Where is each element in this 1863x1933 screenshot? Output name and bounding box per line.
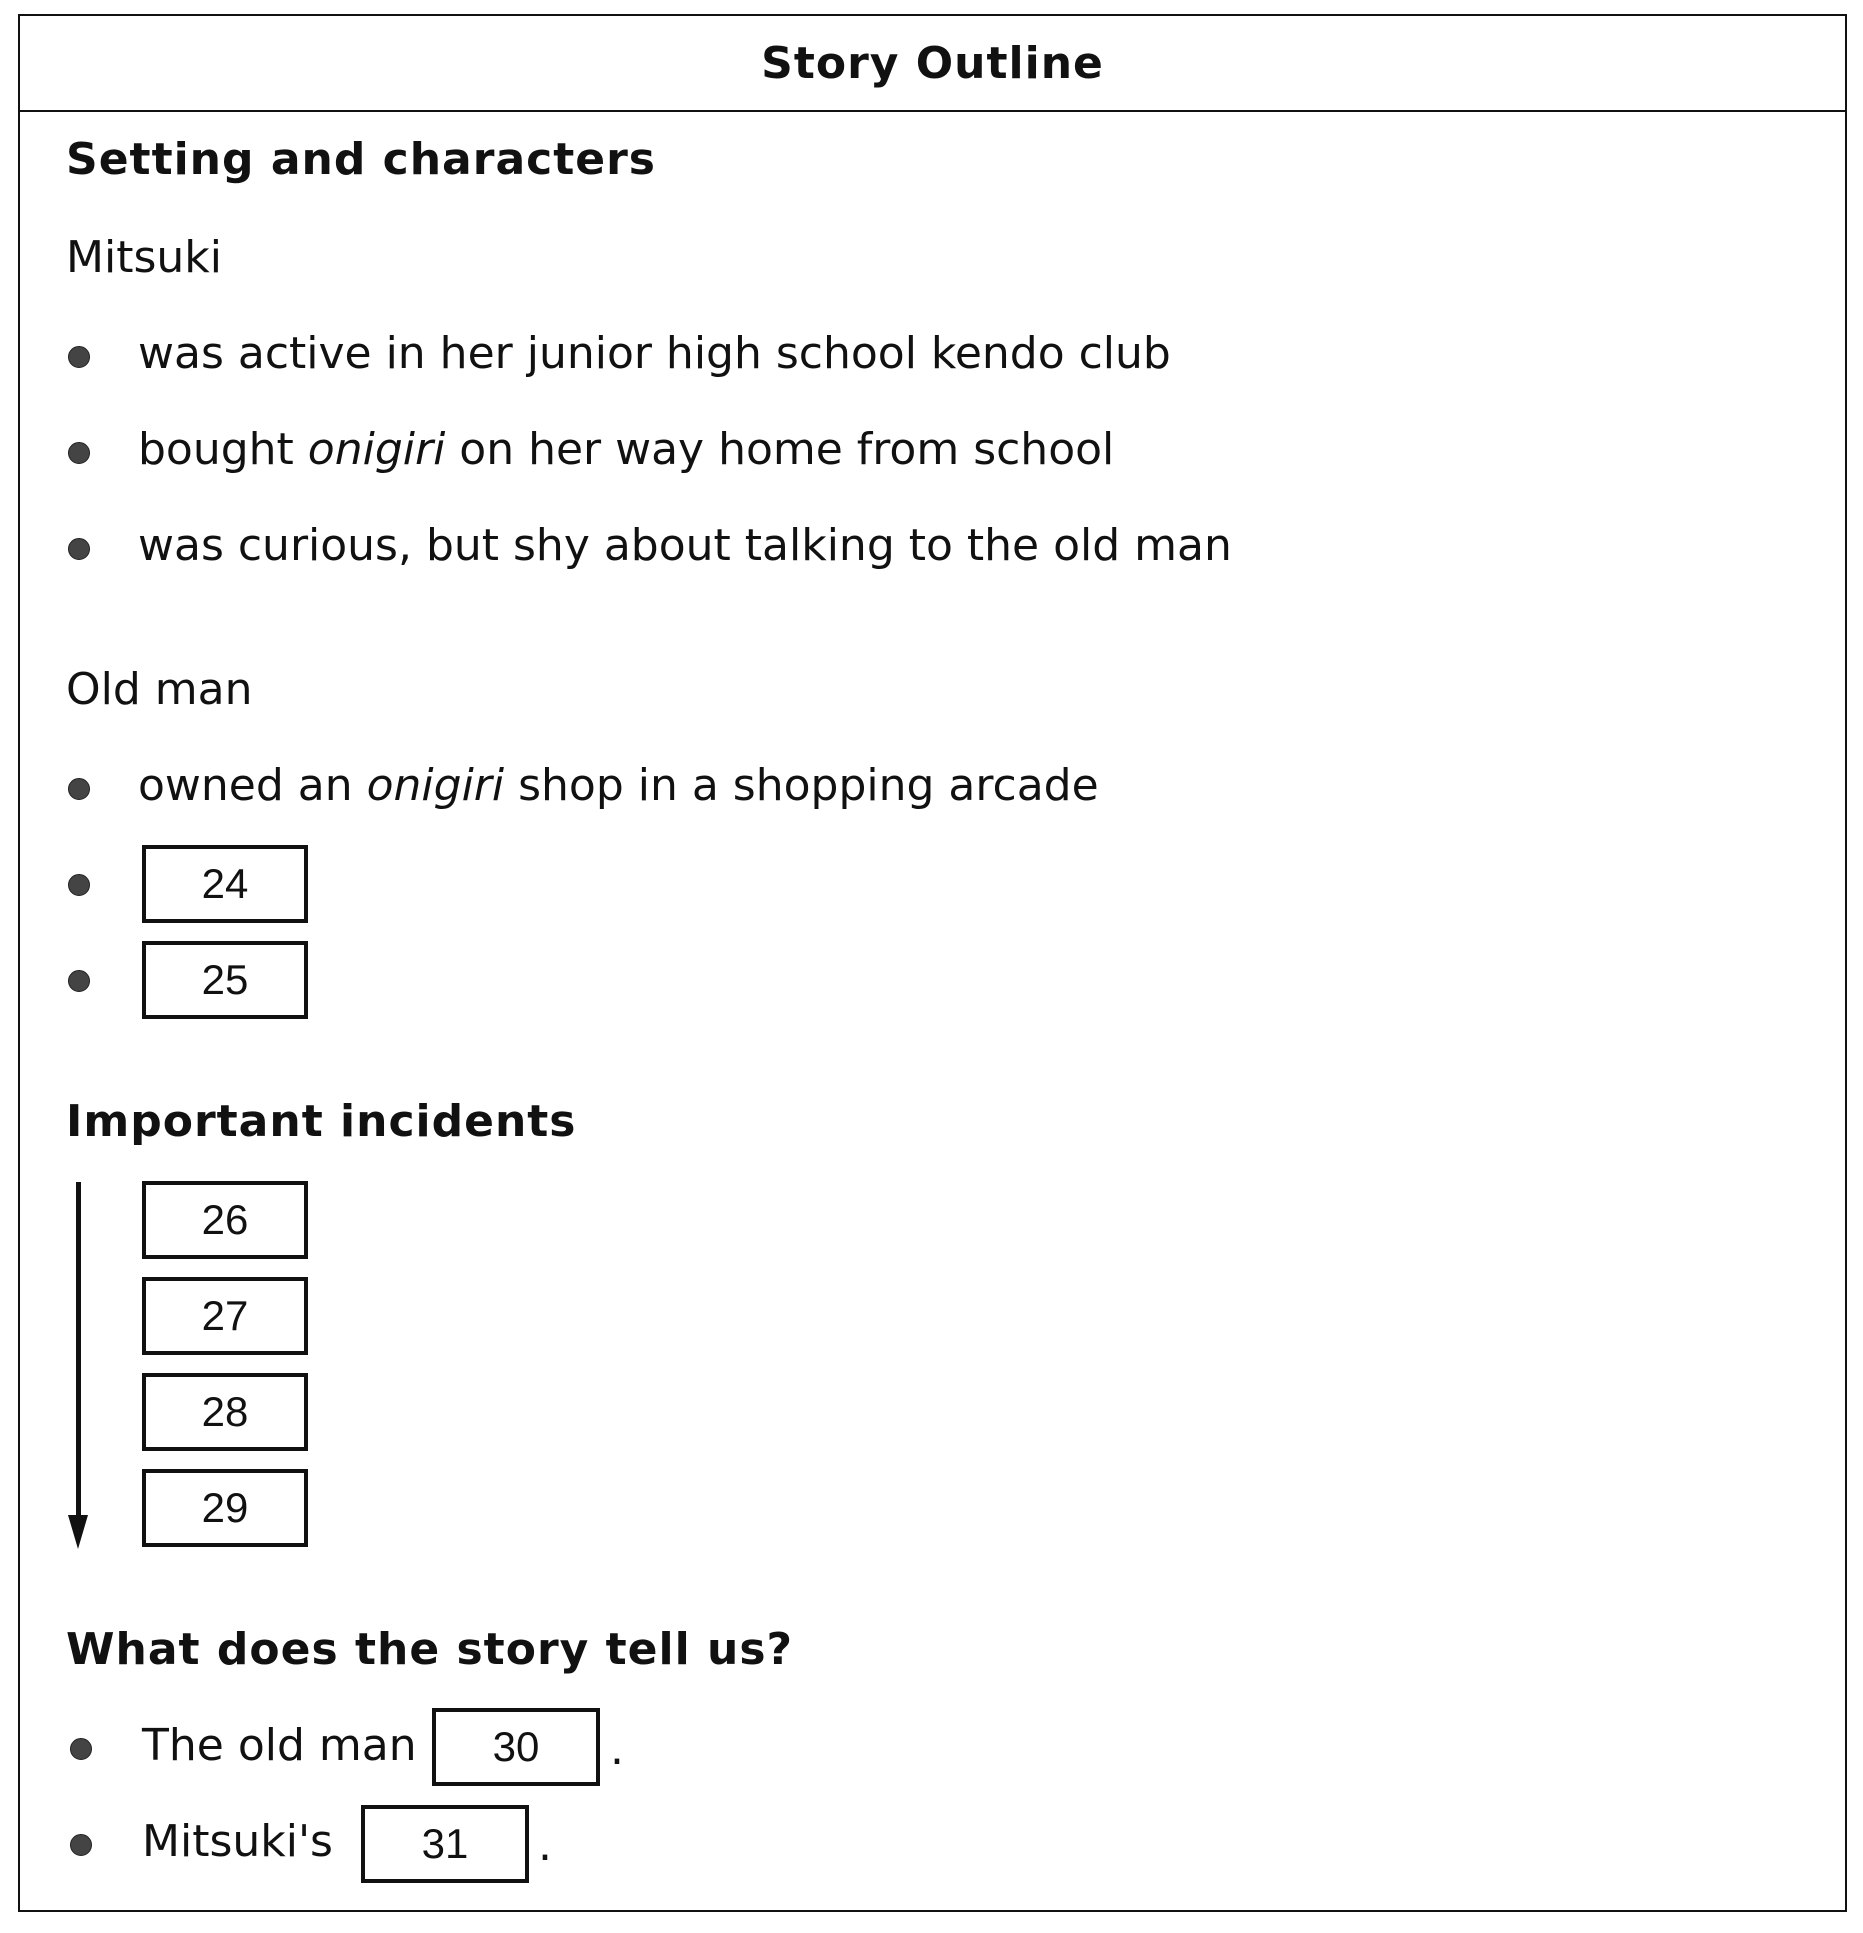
bullet-icon <box>68 970 90 992</box>
answer-blank-24[interactable]: 24 <box>142 845 308 923</box>
message-prefix: The old man <box>142 1720 417 1771</box>
arrow-down-icon <box>68 1515 88 1549</box>
answer-blank-30[interactable]: 30 <box>432 1708 600 1786</box>
bullet-icon <box>68 442 90 464</box>
message-prefix: Mitsuki's <box>142 1816 333 1867</box>
timeline-arrow-line <box>76 1182 81 1517</box>
answer-blank-29[interactable]: 29 <box>142 1469 308 1547</box>
message-suffix: . <box>538 1820 552 1871</box>
list-item: owned an onigiri shop in a shopping arcade <box>138 760 1099 811</box>
character-label-old-man: Old man <box>66 664 253 715</box>
answer-blank-31[interactable]: 31 <box>361 1805 529 1883</box>
section-heading-incidents: Important incidents <box>66 1096 577 1147</box>
bullet-icon <box>70 1834 92 1856</box>
list-item: was curious, but shy about talking to the old man <box>138 520 1232 571</box>
message-suffix: . <box>610 1724 624 1775</box>
section-heading-message: What does the story tell us? <box>66 1624 794 1675</box>
section-heading-setting: Setting and characters <box>66 134 656 185</box>
list-item: bought onigiri on her way home from school <box>138 424 1115 475</box>
bullet-icon <box>68 778 90 800</box>
answer-blank-27[interactable]: 27 <box>142 1277 308 1355</box>
answer-blank-28[interactable]: 28 <box>142 1373 308 1451</box>
list-item: was active in her junior high school kendo club <box>138 328 1171 379</box>
character-label-mitsuki: Mitsuki <box>66 232 222 283</box>
bullet-icon <box>68 346 90 368</box>
page-title: Story Outline <box>20 16 1845 112</box>
bullet-icon <box>70 1738 92 1760</box>
bullet-icon <box>68 874 90 896</box>
answer-blank-26[interactable]: 26 <box>142 1181 308 1259</box>
answer-blank-25[interactable]: 25 <box>142 941 308 1019</box>
bullet-icon <box>68 538 90 560</box>
